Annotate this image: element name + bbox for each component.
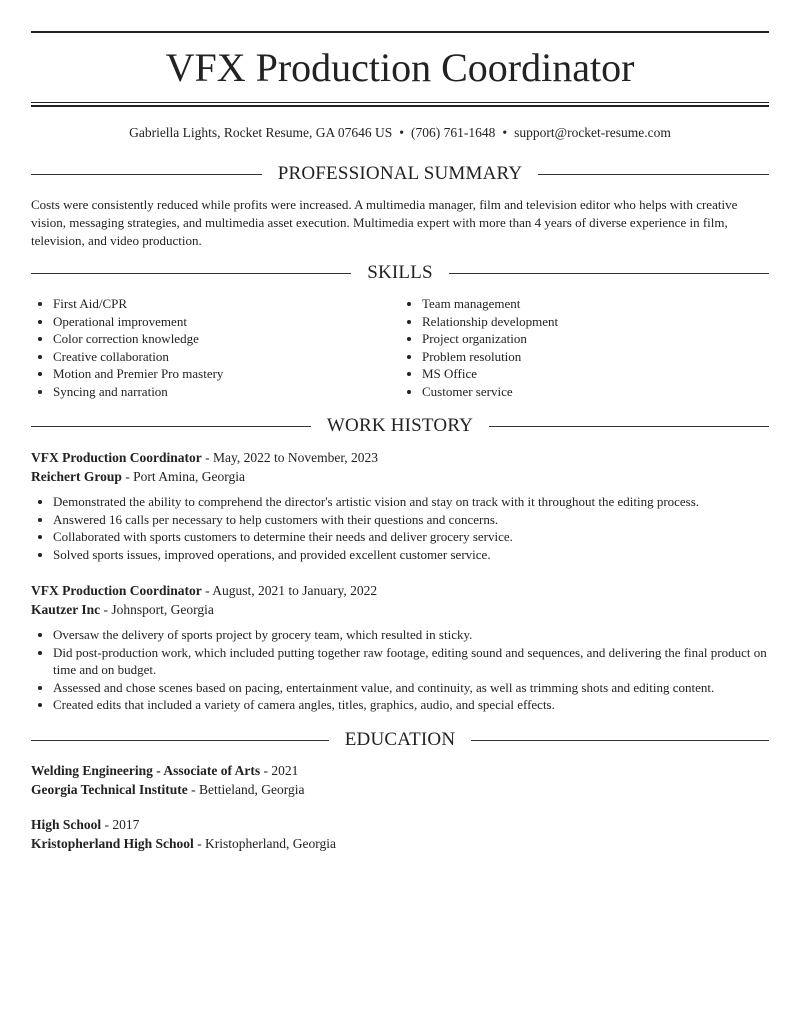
- contact-address: Gabriella Lights, Rocket Resume, GA 07646 US: [129, 125, 393, 140]
- summary-text: Costs were consistently reduced while profits were increased. A multimedia manager, film and television editor who helps with creative vision, messaging strategies, and multimedia asset execution. Multimedia expert with more than 4 years of diverse experience in film, television, and video production.: [31, 197, 738, 248]
- list-item: • Solved sports issues, improved operations, and provided excellent customer service.: [53, 546, 769, 564]
- divider: [31, 740, 329, 741]
- page-title: VFX Production Coordinator: [165, 45, 635, 90]
- header-top-rule: [31, 31, 769, 33]
- list-item: • Did post-production work, which included putting together raw footage, editing sound and sequences, and delivering the final product on time and on budget.: [53, 644, 769, 679]
- skill-item: • Operational improvement: [53, 313, 400, 331]
- education-entry: [31, 815, 769, 853]
- skill-item: • Creative collaboration: [53, 348, 400, 366]
- skill-item: • Team management: [422, 295, 769, 313]
- job-bullets: [31, 493, 769, 563]
- degree: High School: [31, 817, 102, 832]
- degree: Welding Engineering - Associate of Arts: [31, 763, 261, 778]
- school-location: - Kristopherland, Georgia: [193, 836, 336, 851]
- list-item: • Oversaw the delivery of sports project by grocery team, which resulted in sticky.: [53, 626, 769, 644]
- job-entry: [31, 448, 769, 563]
- contact-phone: (706) 761-1648: [411, 125, 496, 140]
- skill-item: • Syncing and narration: [53, 383, 400, 401]
- job-location: - Port Amina, Georgia: [121, 469, 245, 484]
- header-bottom-rule-thin: [31, 102, 769, 103]
- skills-list: [31, 295, 769, 401]
- section-heading-education: [31, 728, 769, 752]
- skills-column-left: [31, 295, 400, 401]
- job-dates: - August, 2021 to January, 2022: [201, 583, 378, 598]
- job-dates: - May, 2022 to November, 2023: [201, 450, 379, 465]
- school-name: Georgia Technical Institute: [31, 782, 188, 797]
- school-name: Kristopherland High School: [31, 836, 194, 851]
- contact-email: support@rocket-resume.com: [514, 125, 671, 140]
- list-item: • Created edits that included a variety of camera angles, titles, graphics, audio, and special effects.: [53, 696, 769, 714]
- skill-item: • First Aid/CPR: [53, 295, 400, 313]
- job-title: VFX Production Coordinator: [31, 583, 202, 598]
- divider: [538, 174, 769, 175]
- list-item: • Answered 16 calls per necessary to help customers with their questions and concerns.: [53, 511, 769, 529]
- degree-year: - 2021: [260, 763, 299, 778]
- skill-item: • Color correction knowledge: [53, 330, 400, 348]
- degree-year: - 2017: [101, 817, 140, 832]
- section-heading-summary: [31, 162, 769, 186]
- job-bullets: [31, 626, 769, 714]
- section-title: PROFESSIONAL SUMMARY: [277, 163, 523, 184]
- job-title: VFX Production Coordinator: [31, 450, 202, 465]
- skills-column-right: [400, 295, 769, 401]
- skill-item: • Relationship development: [422, 313, 769, 331]
- divider: [31, 273, 351, 274]
- skill-item: • Problem resolution: [422, 348, 769, 366]
- section-heading-skills: [31, 261, 769, 285]
- job-company: Reichert Group: [31, 469, 122, 484]
- section-heading-work-history: [31, 414, 769, 438]
- job-entry: [31, 581, 769, 714]
- skill-item: • MS Office: [422, 365, 769, 383]
- header-bottom-rule-thick: [31, 105, 769, 107]
- section-title: WORK HISTORY: [326, 415, 474, 436]
- job-location: - Johnsport, Georgia: [100, 602, 214, 617]
- section-title: SKILLS: [367, 262, 433, 283]
- school-location: - Bettieland, Georgia: [187, 782, 305, 797]
- job-company: Kautzer Inc: [31, 602, 101, 617]
- list-item: • Assessed and chose scenes based on pacing, entertainment value, and continuity, as well as trimming shots and editing content.: [53, 679, 769, 697]
- list-item: • Demonstrated the ability to comprehend the director's artistic vision and stay on track with it throughout the editing process.: [53, 493, 769, 511]
- bullet-separator: •: [399, 125, 405, 140]
- section-title: EDUCATION: [344, 729, 456, 750]
- divider: [449, 273, 769, 274]
- skill-item: • Customer service: [422, 383, 769, 401]
- skill-item: • Project organization: [422, 330, 769, 348]
- divider: [31, 426, 311, 427]
- contact-line: [31, 124, 769, 142]
- divider: [471, 740, 769, 741]
- divider: [31, 174, 262, 175]
- list-item: • Collaborated with sports customers to determine their needs and deliver grocery service.: [53, 528, 769, 546]
- skill-item: • Motion and Premier Pro mastery: [53, 365, 400, 383]
- divider: [489, 426, 769, 427]
- bullet-separator: •: [502, 125, 508, 140]
- education-entry: [31, 761, 769, 799]
